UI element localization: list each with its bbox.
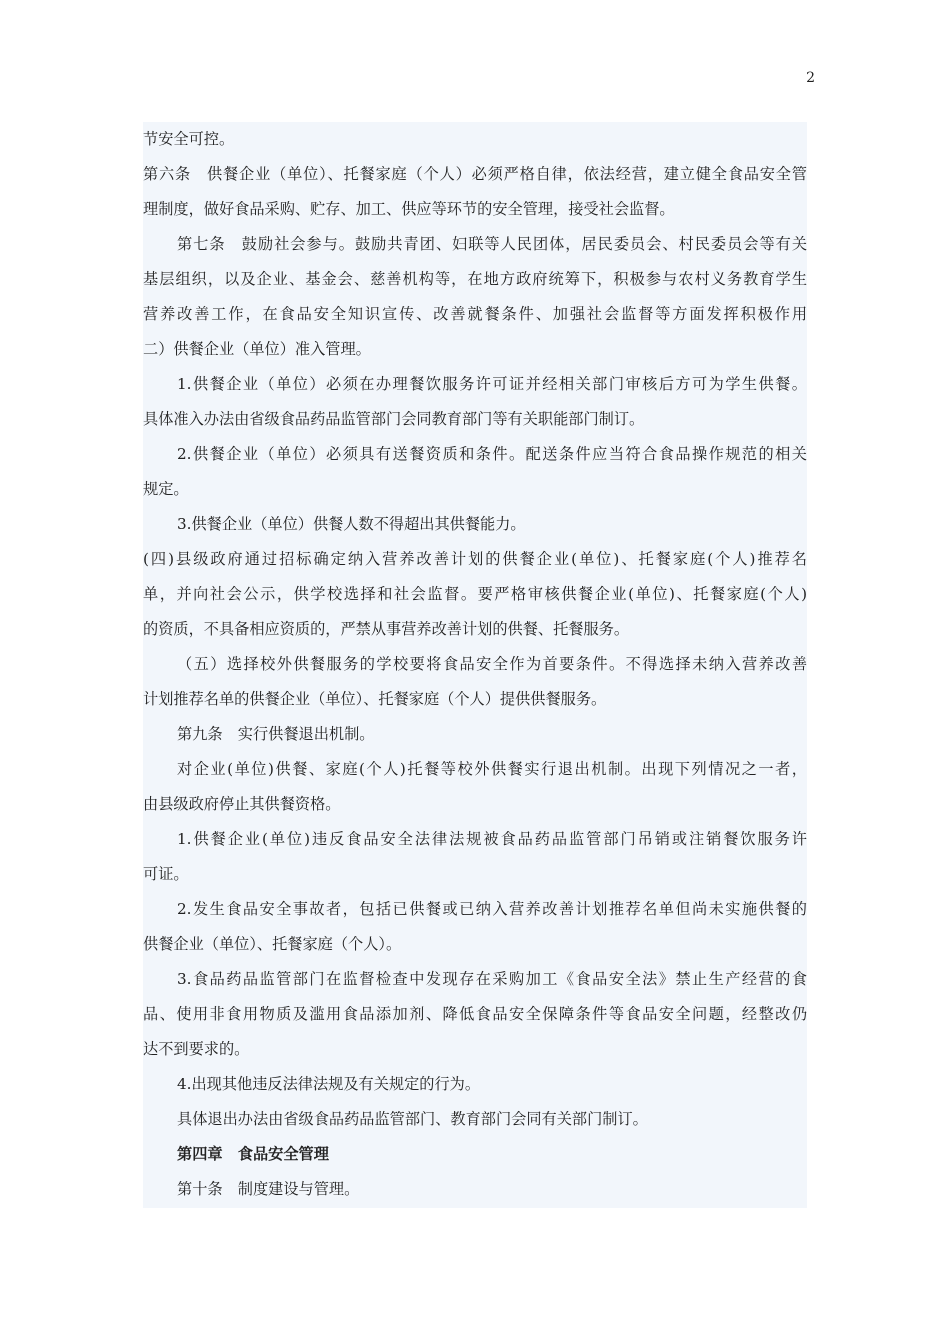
text-line: 单，并向社会公示，供学校选择和社会监督。要严格审核供餐企业(单位)、托餐家庭(个人)	[143, 585, 807, 603]
document-body	[143, 122, 807, 1208]
text-line: 的资质，不具备相应资质的，严禁从事营养改善计划的供餐、托餐服务。	[143, 620, 629, 638]
text-line: 第六条 供餐企业（单位）、托餐家庭（个人）必须严格自律，依法经营，建立健全食品安全管	[143, 165, 807, 183]
text-line: 3.食品药品监管部门在监督检查中发现存在采购加工《食品安全法》禁止生产经营的食	[177, 970, 807, 988]
text-line: 二）供餐企业（单位）准入管理。	[143, 340, 371, 358]
text-line: （五）选择校外供餐服务的学校要将食品安全作为首要条件。不得选择未纳入营养改善	[177, 655, 807, 673]
text-line: 4.出现其他违反法律法规及有关规定的行为。	[177, 1075, 481, 1093]
page-number: 2	[806, 70, 815, 86]
text-line: 1.供餐企业(单位)违反食品安全法律法规被食品药品监管部门吊销或注销餐饮服务许	[177, 830, 807, 848]
text-line: 营养改善工作，在食品安全知识宣传、改善就餐条件、加强社会监督等方面发挥积极作用	[143, 305, 807, 323]
text-line: (四)县级政府通过招标确定纳入营养改善计划的供餐企业(单位)、托餐家庭(个人)推荐名	[143, 550, 807, 568]
text-line: 基层组织，以及企业、基金会、慈善机构等，在地方政府统筹下，积极参与农村义务教育学生	[143, 270, 807, 288]
text-line: 第九条 实行供餐退出机制。	[177, 725, 375, 743]
text-line: 理制度，做好食品采购、贮存、加工、供应等环节的安全管理，接受社会监督。	[143, 200, 675, 218]
text-line: 第七条 鼓励社会参与。鼓励共青团、妇联等人民团体，居民委员会、村民委员会等有关	[177, 235, 807, 253]
chapter-heading: 第四章 食品安全管理	[177, 1145, 329, 1163]
text-line: 具体退出办法由省级食品药品监管部门、教育部门会同有关部门制订。	[177, 1110, 648, 1128]
text-line: 达不到要求的。	[143, 1040, 250, 1058]
text-line: 2.供餐企业（单位）必须具有送餐资质和条件。配送条件应当符合食品操作规范的相关	[177, 445, 807, 463]
text-line: 3.供餐企业（单位）供餐人数不得超出其供餐能力。	[177, 515, 526, 533]
text-line: 由县级政府停止其供餐资格。	[143, 795, 341, 813]
text-line: 可证。	[143, 865, 189, 883]
text-line: 具体准入办法由省级食品药品监管部门会同教育部门等有关职能部门制订。	[143, 410, 645, 428]
text-line: 1.供餐企业（单位）必须在办理餐饮服务许可证并经相关部门审核后方可为学生供餐。	[177, 375, 807, 393]
text-line: 规定。	[143, 480, 189, 498]
text-line: 供餐企业（单位）、托餐家庭（个人）。	[143, 935, 402, 953]
text-line: 品、使用非食用物质及滥用食品添加剂、降低食品安全保障条件等食品安全问题，经整改仍	[143, 1005, 807, 1023]
text-line: 节安全可控。	[143, 130, 235, 148]
text-line: 计划推荐名单的供餐企业（单位）、托餐家庭（个人）提供供餐服务。	[143, 690, 607, 708]
text-line: 对企业(单位)供餐、家庭(个人)托餐等校外供餐实行退出机制。出现下列情况之一者，	[177, 760, 807, 778]
text-line: 第十条 制度建设与管理。	[177, 1180, 360, 1198]
text-line: 2.发生食品安全事故者，包括已供餐或已纳入营养改善计划推荐名单但尚未实施供餐的	[177, 900, 807, 918]
